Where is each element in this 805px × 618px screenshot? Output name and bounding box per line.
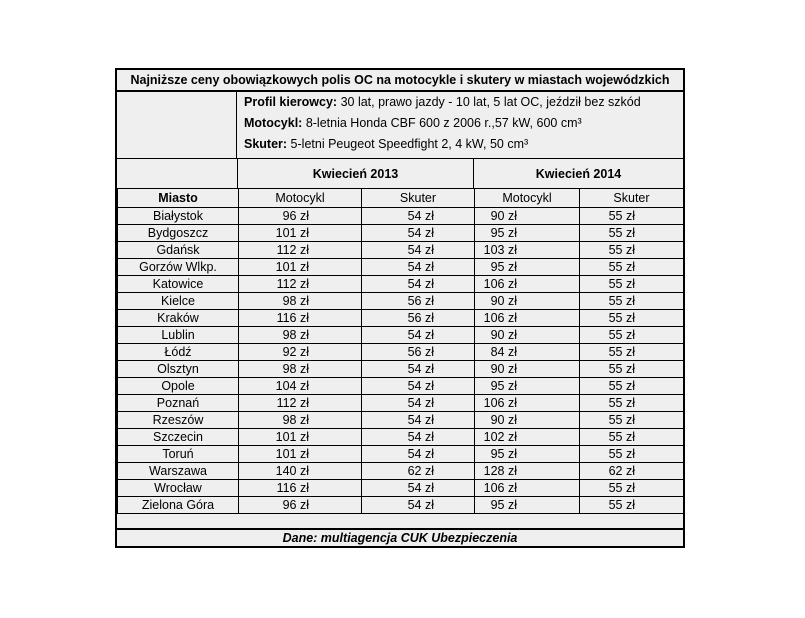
scooter-2014-cell: 55 zł [580, 276, 684, 293]
motorcycle-2014-cell: 90 zł [475, 412, 580, 429]
table-row [118, 242, 684, 259]
scooter-2014-cell: 55 zł [580, 327, 684, 344]
table-row [118, 310, 684, 327]
scooter-2014-cell: 55 zł [580, 378, 684, 395]
motorcycle-2013-cell: 101 zł [239, 259, 362, 276]
scooter-2013-cell: 54 zł [362, 242, 475, 259]
scooter-label: Skuter: [244, 137, 288, 151]
price-table-frame [115, 68, 685, 548]
motorcycle-2013-cell: 116 zł [239, 310, 362, 327]
table-row [118, 429, 684, 446]
motorcycle-2014-cell: 95 zł [475, 225, 580, 242]
city-cell: Olsztyn [118, 361, 239, 378]
profile-block [238, 92, 678, 158]
scooter-2013-header: Skuter [362, 189, 475, 208]
motorcycle-2013-cell: 140 zł [239, 463, 362, 480]
motorcycle-2014-cell: 106 zł [475, 395, 580, 412]
motorcycle-2014-cell: 103 zł [475, 242, 580, 259]
scooter-2013-cell: 56 zł [362, 310, 475, 327]
driver-profile-line [244, 95, 641, 109]
scooter-2014-cell: 55 zł [580, 446, 684, 463]
scooter-2014-header: Skuter [580, 189, 684, 208]
scooter-2014-cell: 55 zł [580, 310, 684, 327]
driver-profile-value: 30 lat, prawo jazdy - 10 lat, 5 lat OC, jeździł bez szkód [337, 95, 641, 109]
motorcycle-2014-cell: 95 zł [475, 497, 580, 514]
city-cell: Szczecin [118, 429, 239, 446]
city-cell: Lublin [118, 327, 239, 344]
table-title: Najniższe ceny obowiązkowych polis OC na motocykle i skutery w miastach wojewódzkich [117, 70, 683, 92]
scooter-2014-cell: 55 zł [580, 395, 684, 412]
scooter-2013-cell: 54 zł [362, 259, 475, 276]
city-cell: Katowice [118, 276, 239, 293]
motorcycle-2013-cell: 101 zł [239, 225, 362, 242]
motorcycle-2013-cell: 104 zł [239, 378, 362, 395]
city-cell: Zielona Góra [118, 497, 239, 514]
motorcycle-2013-cell: 112 zł [239, 242, 362, 259]
column-header-row [118, 189, 684, 208]
table-row [118, 395, 684, 412]
motorcycle-2014-cell: 90 zł [475, 208, 580, 225]
motorcycle-2014-cell: 106 zł [475, 276, 580, 293]
scooter-2014-cell: 55 zł [580, 480, 684, 497]
motorcycle-2013-cell: 92 zł [239, 344, 362, 361]
scooter-2013-cell: 54 zł [362, 395, 475, 412]
motorcycle-2014-cell: 102 zł [475, 429, 580, 446]
scooter-2013-cell: 54 zł [362, 497, 475, 514]
scooter-value: 5-letni Peugeot Speedfight 2, 4 kW, 50 cm³ [287, 137, 529, 151]
motorcycle-2014-cell: 95 zł [475, 446, 580, 463]
scooter-2013-cell: 54 zł [362, 361, 475, 378]
motorcycle-2014-cell: 84 zł [475, 344, 580, 361]
motorcycle-2014-cell: 106 zł [475, 480, 580, 497]
profile-empty-cell [117, 92, 237, 158]
scooter-2013-cell: 56 zł [362, 293, 475, 310]
scooter-2013-cell: 54 zł [362, 412, 475, 429]
scooter-2013-cell: 54 zł [362, 429, 475, 446]
city-cell: Gdańsk [118, 242, 239, 259]
table-row [118, 276, 684, 293]
motorcycle-2014-cell: 90 zł [475, 293, 580, 310]
scooter-2013-cell: 54 zł [362, 327, 475, 344]
city-cell: Białystok [118, 208, 239, 225]
motorcycle-2013-header: Motocykl [239, 189, 362, 208]
motorcycle-2013-cell: 96 zł [239, 497, 362, 514]
scooter-2013-cell: 56 zł [362, 344, 475, 361]
scooter-2013-cell: 54 zł [362, 378, 475, 395]
table-row [118, 259, 684, 276]
motorcycle-2013-cell: 98 zł [239, 361, 362, 378]
scooter-2014-cell: 55 zł [580, 497, 684, 514]
motorcycle-2013-cell: 98 zł [239, 293, 362, 310]
city-cell: Warszawa [118, 463, 239, 480]
scooter-2013-cell: 54 zł [362, 208, 475, 225]
scooter-2014-cell: 55 zł [580, 242, 684, 259]
city-cell: Bydgoszcz [118, 225, 239, 242]
city-cell: Gorzów Wlkp. [118, 259, 239, 276]
motorcycle-2013-cell: 98 zł [239, 327, 362, 344]
motorcycle-2014-cell: 95 zł [475, 378, 580, 395]
prices-table [117, 188, 684, 514]
motorcycle-2014-cell: 90 zł [475, 361, 580, 378]
table-row [118, 327, 684, 344]
scooter-2013-cell: 54 zł [362, 480, 475, 497]
period-2014-header: Kwiecień 2014 [535, 167, 622, 181]
motorcycle-2014-cell: 128 zł [475, 463, 580, 480]
city-cell: Kraków [118, 310, 239, 327]
motorcycle-2013-cell: 101 zł [239, 429, 362, 446]
table-row [118, 480, 684, 497]
driver-profile-label: Profil kierowcy: [244, 95, 338, 109]
city-cell: Rzeszów [118, 412, 239, 429]
table-row [118, 225, 684, 242]
table-row [118, 412, 684, 429]
motorcycle-2013-cell: 101 zł [239, 446, 362, 463]
motorcycle-2013-cell: 112 zł [239, 395, 362, 412]
motorcycle-2014-cell: 106 zł [475, 310, 580, 327]
motorcycle-value: 8-letnia Honda CBF 600 z 2006 r.,57 kW, 600 cm³ [302, 116, 582, 130]
city-cell: Łódź [118, 344, 239, 361]
table-row [118, 463, 684, 480]
city-cell: Wrocław [118, 480, 239, 497]
table-row [118, 361, 684, 378]
table-row [118, 344, 684, 361]
motorcycle-label: Motocykl: [244, 116, 303, 130]
period-header-empty [117, 159, 238, 189]
city-cell: Opole [118, 378, 239, 395]
motorcycle-2014-cell: 90 zł [475, 327, 580, 344]
scooter-2014-cell: 55 zł [580, 344, 684, 361]
motorcycle-2013-cell: 98 zł [239, 412, 362, 429]
city-cell: Toruń [118, 446, 239, 463]
table-row [118, 497, 684, 514]
motorcycle-2013-cell: 112 zł [239, 276, 362, 293]
city-cell: Kielce [118, 293, 239, 310]
motorcycle-2014-cell: 95 zł [475, 259, 580, 276]
source-footer: Dane: multiagencja CUK Ubezpieczenia [117, 528, 683, 546]
motorcycle-2013-cell: 96 zł [239, 208, 362, 225]
motorcycle-2013-cell: 116 zł [239, 480, 362, 497]
scooter-2014-cell: 55 zł [580, 293, 684, 310]
scooter-2013-cell: 62 zł [362, 463, 475, 480]
scooter-2014-cell: 55 zł [580, 259, 684, 276]
period-header-row [117, 158, 683, 188]
scooter-2014-cell: 55 zł [580, 208, 684, 225]
city-cell: Poznań [118, 395, 239, 412]
scooter-2014-cell: 55 zł [580, 412, 684, 429]
scooter-2014-cell: 55 zł [580, 361, 684, 378]
scooter-line [244, 137, 528, 151]
scooter-2014-cell: 55 zł [580, 429, 684, 446]
scooter-2013-cell: 54 zł [362, 276, 475, 293]
period-2013-header: Kwiecień 2013 [238, 159, 474, 189]
scooter-2013-cell: 54 zł [362, 446, 475, 463]
table-row [118, 293, 684, 310]
city-column-header: Miasto [118, 189, 239, 208]
motorcycle-2014-header: Motocykl [475, 189, 580, 208]
table-row [118, 378, 684, 395]
scooter-2014-cell: 55 zł [580, 225, 684, 242]
table-row [118, 446, 684, 463]
motorcycle-line [244, 116, 582, 130]
table-row [118, 208, 684, 225]
scooter-2013-cell: 54 zł [362, 225, 475, 242]
scooter-2014-cell: 62 zł [580, 463, 684, 480]
